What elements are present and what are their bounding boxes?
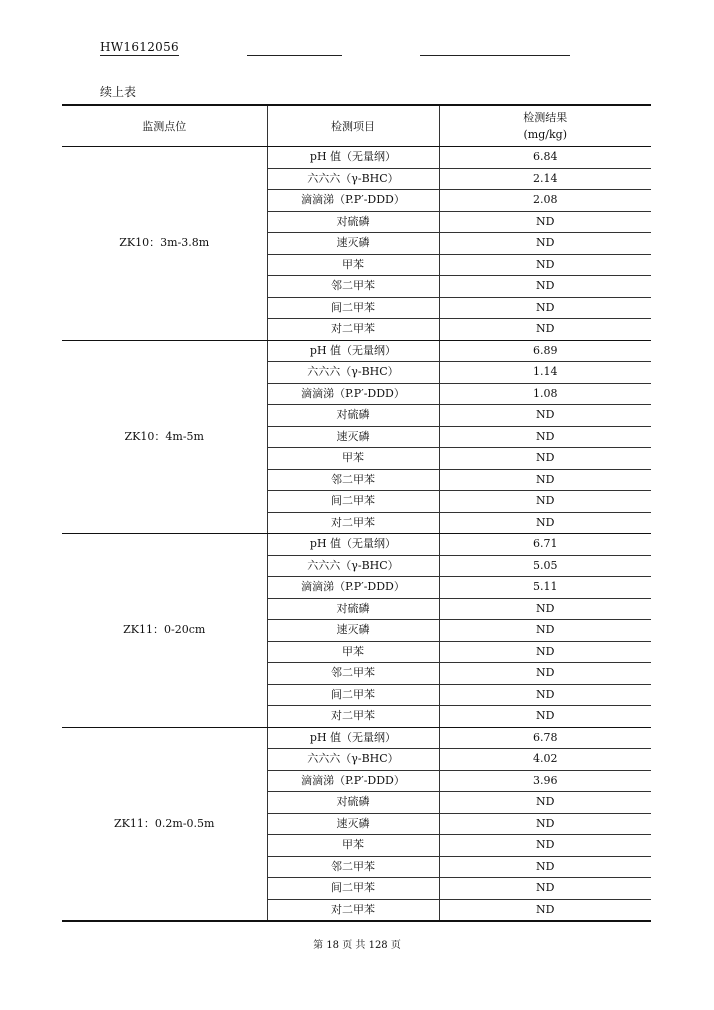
test-result-cell: 5.11 (439, 577, 651, 599)
test-result-cell: ND (439, 663, 651, 685)
monitoring-point-group (62, 727, 651, 921)
test-result-cell: ND (439, 598, 651, 620)
test-item-cell: 六六六（γ-BHC） (267, 168, 439, 190)
document-id: HW1612056 (100, 40, 179, 54)
test-item-cell: 滴滴涕（P.P′-DDD） (267, 770, 439, 792)
monitoring-point-cell: ZK10：3m-3.8m (62, 147, 267, 341)
test-item-cell: 六六六（γ-BHC） (267, 362, 439, 384)
test-result-cell: 2.08 (439, 190, 651, 212)
table-row (62, 340, 651, 362)
test-item-cell: 对硫磷 (267, 792, 439, 814)
page-number: 第 18 页 共 128 页 (313, 940, 401, 951)
test-result-cell: 2.14 (439, 168, 651, 190)
column-header-result-unit: (mg/kg) (523, 128, 567, 141)
test-result-cell: ND (439, 835, 651, 857)
test-result-cell: ND (439, 813, 651, 835)
test-item-cell: 速灭磷 (267, 426, 439, 448)
test-item-cell: pH 值（无量纲） (267, 727, 439, 749)
test-result-cell: ND (439, 469, 651, 491)
test-result-cell: ND (439, 254, 651, 276)
test-item-cell: 邻二甲苯 (267, 276, 439, 298)
column-header-item: 检测项目 (267, 105, 439, 147)
test-item-cell: 间二甲苯 (267, 297, 439, 319)
test-result-cell: 6.71 (439, 534, 651, 556)
test-item-cell: 邻二甲苯 (267, 856, 439, 878)
test-result-cell: ND (439, 684, 651, 706)
test-result-cell: ND (439, 641, 651, 663)
test-result-cell: 1.14 (439, 362, 651, 384)
test-item-cell: 滴滴涕（P.P′-DDD） (267, 577, 439, 599)
test-item-cell: 对二甲苯 (267, 319, 439, 341)
test-result-cell: ND (439, 856, 651, 878)
test-result-cell: 4.02 (439, 749, 651, 771)
test-result-cell: ND (439, 620, 651, 642)
header-rule-2 (420, 55, 570, 56)
test-item-cell: 六六六（γ-BHC） (267, 749, 439, 771)
test-item-cell: 间二甲苯 (267, 491, 439, 513)
test-result-cell: 6.78 (439, 727, 651, 749)
test-result-cell: ND (439, 297, 651, 319)
test-item-cell: 对二甲苯 (267, 512, 439, 534)
test-item-cell: pH 值（无量纲） (267, 340, 439, 362)
test-item-cell: 速灭磷 (267, 813, 439, 835)
table-header-row (62, 105, 651, 147)
monitoring-point-group (62, 534, 651, 728)
monitoring-point-cell: ZK11：0-20cm (62, 534, 267, 728)
test-result-cell: ND (439, 512, 651, 534)
test-result-cell: ND (439, 426, 651, 448)
table-row (62, 534, 651, 556)
column-header-point: 监测点位 (62, 105, 267, 147)
test-result-cell: ND (439, 792, 651, 814)
test-item-cell: 速灭磷 (267, 233, 439, 255)
test-item-cell: 滴滴涕（P.P′-DDD） (267, 383, 439, 405)
test-item-cell: 间二甲苯 (267, 684, 439, 706)
test-result-cell: ND (439, 405, 651, 427)
test-item-cell: 对硫磷 (267, 211, 439, 233)
table-row (62, 727, 651, 749)
test-result-cell: ND (439, 276, 651, 298)
test-item-cell: 间二甲苯 (267, 878, 439, 900)
column-header-result-label: 检测结果 (523, 111, 568, 124)
test-result-cell: ND (439, 233, 651, 255)
test-result-cell: ND (439, 319, 651, 341)
test-item-cell: pH 值（无量纲） (267, 534, 439, 556)
test-result-cell: ND (536, 902, 555, 916)
test-item-cell: 甲苯 (267, 448, 439, 470)
test-item-cell: 速灭磷 (267, 620, 439, 642)
test-result-cell: 6.84 (439, 147, 651, 169)
test-result-cell: 5.05 (439, 555, 651, 577)
test-item-cell: 甲苯 (267, 641, 439, 663)
test-item-cell: 对硫磷 (267, 598, 439, 620)
column-header-result (439, 105, 651, 147)
table-caption: 续上表 (100, 85, 137, 99)
test-result-cell: ND (439, 448, 651, 470)
test-item-cell: 对硫磷 (267, 405, 439, 427)
monitoring-point-group (62, 340, 651, 534)
test-item-cell: 甲苯 (267, 835, 439, 857)
test-item-cell: 邻二甲苯 (267, 663, 439, 685)
test-item-cell: pH 值（无量纲） (267, 147, 439, 169)
header-rule-1 (247, 55, 342, 56)
test-result-cell: ND (439, 491, 651, 513)
test-result-cell: 6.89 (439, 340, 651, 362)
test-item-cell: 甲苯 (267, 254, 439, 276)
monitoring-point-cell: ZK10：4m-5m (62, 340, 267, 534)
test-item-cell: 邻二甲苯 (267, 469, 439, 491)
test-result-cell: 1.08 (439, 383, 651, 405)
test-item-cell: 六六六（γ-BHC） (267, 555, 439, 577)
test-result-cell: ND (439, 211, 651, 233)
test-item-cell: 对二甲苯 (267, 706, 439, 728)
test-result-cell: 3.96 (439, 770, 651, 792)
table-row (62, 147, 651, 169)
test-result-cell: ND (439, 706, 651, 728)
test-item-cell: 滴滴涕（P.P′-DDD） (267, 190, 439, 212)
results-table (62, 104, 651, 922)
test-item-cell: 对二甲苯 (267, 899, 439, 921)
test-result-cell: ND (439, 878, 651, 900)
monitoring-point-group (62, 147, 651, 341)
monitoring-point-cell: ZK11：0.2m-0.5m (62, 727, 267, 921)
